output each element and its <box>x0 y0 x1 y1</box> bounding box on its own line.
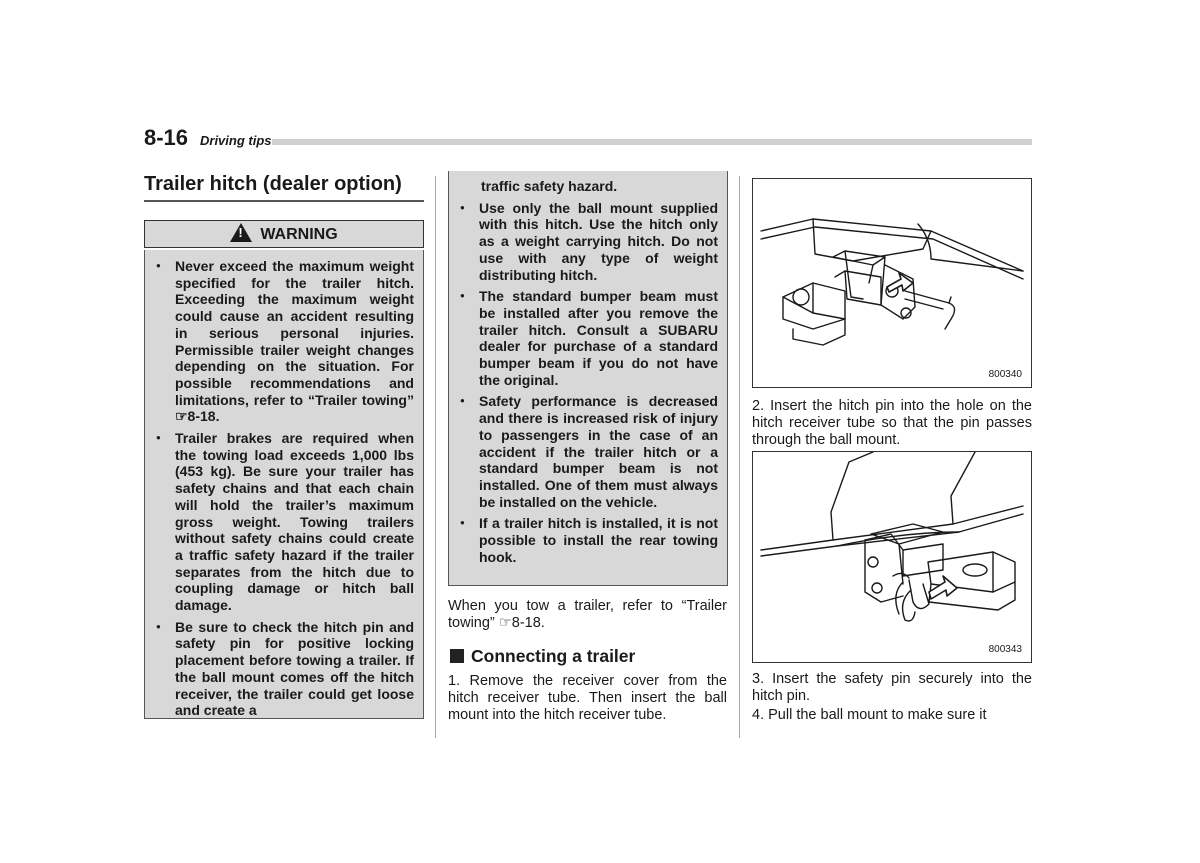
warning-item: ● Be sure to check the hitch pin and safety pin for positive locking placement before towing a trailer. If the ball mount comes off the hitch receiver, the trailer could get loose and create a <box>145 619 423 719</box>
warning-label: WARNING <box>260 226 338 243</box>
figure-hitch-insert <box>752 178 1032 388</box>
figure-code: 800340 <box>988 369 1022 380</box>
warning-item: ● Safety performance is decreased and there is increased risk of injury to passengers in the case of an accident if the trailer hitch or a standard bumper beam is not installed. One of them must always be installed on the vehicle. <box>449 393 727 510</box>
figure-code: 800343 <box>988 644 1022 655</box>
hitch-pin-illustration <box>753 179 1031 387</box>
title-underline <box>144 200 424 202</box>
warning-triangle-icon <box>230 223 252 242</box>
step-4: 4. Pull the ball mount to make sure it <box>752 707 987 723</box>
connecting-heading-text: Connecting a trailer <box>471 646 636 666</box>
warning-item: ● Never exceed the maximum weight specified for the trailer hitch. Exceeding the maximum weight could cause an accident resulting in serious personal injuries. Permissible trailer weight changes depending on the situation. For possible recommendations and limitations, refer to “Trailer towing” ☞8-18. <box>145 258 423 425</box>
figure-safety-pin <box>752 451 1032 663</box>
safety-pin-illustration <box>753 452 1031 662</box>
warning-item: ● Use only the ball mount supplied with this hitch. Use the hitch only as a weight carrying hitch. Do not use with any type of weight distributing hitch. <box>449 200 727 284</box>
step-2: 2. Insert the hitch pin into the hole on the hitch receiver tube so that the pin passes through the ball mount. <box>752 398 1032 448</box>
column-divider <box>435 176 436 738</box>
warning-continued-text: traffic safety hazard. <box>481 178 618 194</box>
square-bullet-icon <box>450 649 464 663</box>
connecting-heading <box>450 646 635 667</box>
warning-box-continued <box>448 171 728 586</box>
column-divider <box>739 176 740 738</box>
towing-reference: When you tow a trailer, refer to “Trailer towing” ☞8-18. <box>448 598 727 631</box>
header-rule <box>272 139 1032 145</box>
warning-item: ● The standard bumper beam must be installed after you remove the trailer hitch. Consult a SUBARU dealer for purchase of a standard bumper beam if you do not have the original. <box>449 288 727 388</box>
step-1: 1. Remove the receiver cover from the hitch receiver tube. Then insert the ball mount into the hitch receiver tube. <box>448 673 727 723</box>
section-title: Driving tips <box>200 133 272 148</box>
warning-box <box>144 250 424 719</box>
warning-item: ● If a trailer hitch is installed, it is not possible to install the rear towing hook. <box>449 515 727 565</box>
page-number: 8-16 <box>144 125 189 150</box>
page-title: Trailer hitch (dealer option) <box>144 173 402 195</box>
warning-header <box>144 220 424 248</box>
warning-item: ● Trailer brakes are required when the towing load exceeds 1,000 lbs (453 kg). Be sure your trailer has safety chains and that each chain will hold the trailer’s maximum gross weight. Towing trailers without safety chains could create a traffic safety hazard if the trailer separates from the hitch due to coupling damage or hitch ball damage. <box>145 430 423 614</box>
step-3: 3. Insert the safety pin securely into the hitch pin. <box>752 671 1032 704</box>
